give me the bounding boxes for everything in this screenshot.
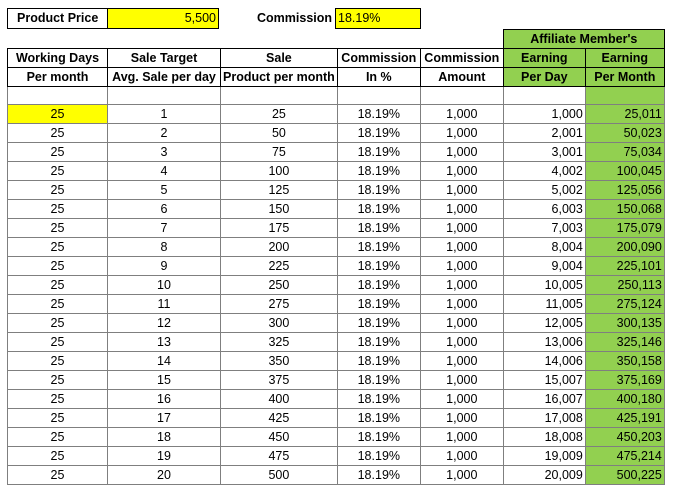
header-cell: Avg. Sale per day (108, 68, 221, 87)
table-row (8, 200, 665, 219)
table-row (8, 466, 665, 485)
table-cell[interactable]: 14 (108, 352, 221, 371)
table-cell[interactable]: 1,000 (420, 390, 503, 409)
table-row (8, 390, 665, 409)
table-cell[interactable]: 475 (221, 447, 338, 466)
table-cell[interactable]: 11 (108, 295, 221, 314)
table-cell[interactable]: 275,124 (585, 295, 664, 314)
table-cell[interactable]: 450,203 (585, 428, 664, 447)
table-cell[interactable]: 25 (8, 352, 108, 371)
table-row (8, 409, 665, 428)
table-cell[interactable]: 8,004 (503, 238, 585, 257)
header-cell: Per Day (503, 68, 585, 87)
table-cell[interactable]: 1,000 (420, 181, 503, 200)
table-cell[interactable]: 15 (108, 371, 221, 390)
header-cell: Product per month (221, 68, 338, 87)
table-cell[interactable]: 9 (108, 257, 221, 276)
table-cell[interactable]: 13 (108, 333, 221, 352)
table-cell[interactable]: 18 (108, 428, 221, 447)
table-cell[interactable]: 3,001 (503, 143, 585, 162)
table-cell[interactable]: 350 (221, 352, 338, 371)
table-cell[interactable]: 2,001 (503, 124, 585, 143)
table-cell[interactable]: 15,007 (503, 371, 585, 390)
table-cell[interactable]: 150 (221, 200, 338, 219)
table-cell[interactable]: 125,056 (585, 181, 664, 200)
table-cell[interactable]: 25 (8, 333, 108, 352)
table-cell[interactable]: 25 (8, 105, 108, 124)
table-cell[interactable]: 1,000 (420, 238, 503, 257)
table-cell[interactable]: 18.19% (337, 390, 420, 409)
table-cell[interactable]: 325 (221, 333, 338, 352)
table-cell[interactable]: 18.19% (337, 428, 420, 447)
table-cell[interactable]: 25 (8, 409, 108, 428)
table-cell[interactable]: 1,000 (420, 371, 503, 390)
table-cell[interactable]: 12 (108, 314, 221, 333)
header-cell: Sale (221, 49, 338, 68)
table-cell[interactable]: 25 (8, 314, 108, 333)
table-cell[interactable]: 5 (108, 181, 221, 200)
table-cell[interactable]: 16,007 (503, 390, 585, 409)
table-cell[interactable]: 1,000 (420, 105, 503, 124)
table-cell[interactable]: 375,169 (585, 371, 664, 390)
table-cell[interactable]: 5,002 (503, 181, 585, 200)
table-cell[interactable]: 1,000 (420, 295, 503, 314)
table-cell[interactable]: 1,000 (420, 333, 503, 352)
table-cell[interactable]: 1 (108, 105, 221, 124)
table-cell[interactable]: 25 (8, 466, 108, 485)
table-row (8, 295, 665, 314)
header-cell: Per month (8, 68, 108, 87)
table-cell[interactable]: 18.19% (337, 105, 420, 124)
table-cell[interactable]: 18.19% (337, 257, 420, 276)
table-cell[interactable]: 1,000 (420, 466, 503, 485)
table-cell[interactable]: 18.19% (337, 333, 420, 352)
table-cell[interactable]: 1,000 (420, 447, 503, 466)
table-cell[interactable]: 18.19% (337, 162, 420, 181)
table-row (8, 352, 665, 371)
table-cell[interactable]: 500,225 (585, 466, 664, 485)
table-cell[interactable]: 50 (221, 124, 338, 143)
table-row (8, 333, 665, 352)
table-cell[interactable]: 8 (108, 238, 221, 257)
table-cell[interactable]: 200,090 (585, 238, 664, 257)
table-cell[interactable]: 1,000 (420, 257, 503, 276)
table-cell[interactable]: 18.19% (337, 143, 420, 162)
table-cell[interactable]: 1,000 (420, 219, 503, 238)
table-cell[interactable]: 18.19% (337, 238, 420, 257)
table-cell[interactable]: 12,005 (503, 314, 585, 333)
table-cell[interactable]: 18.19% (337, 295, 420, 314)
table-cell[interactable]: 25 (8, 162, 108, 181)
product-price-value[interactable]: 5,500 (107, 8, 219, 29)
table-cell[interactable]: 10,005 (503, 276, 585, 295)
table-cell[interactable]: 10 (108, 276, 221, 295)
table-cell[interactable]: 25 (8, 200, 108, 219)
affiliate-header: Affiliate Member's (503, 30, 664, 49)
table-cell[interactable]: 25 (8, 390, 108, 409)
table-cell[interactable]: 1,000 (420, 352, 503, 371)
table-cell[interactable]: 18.19% (337, 371, 420, 390)
table-cell[interactable]: 75 (221, 143, 338, 162)
table-cell[interactable]: 13,006 (503, 333, 585, 352)
table-cell[interactable]: 18.19% (337, 466, 420, 485)
table-cell[interactable]: 9,004 (503, 257, 585, 276)
table-cell[interactable]: 1,000 (420, 428, 503, 447)
table-cell[interactable]: 175,079 (585, 219, 664, 238)
top-info-bar (7, 8, 667, 29)
table-row (8, 219, 665, 238)
table-row (8, 105, 665, 124)
table-row (8, 371, 665, 390)
table-cell[interactable]: 11,005 (503, 295, 585, 314)
table-row (8, 181, 665, 200)
table-cell[interactable]: 6,003 (503, 200, 585, 219)
table-cell[interactable]: 325,146 (585, 333, 664, 352)
table-cell[interactable]: 25 (221, 105, 338, 124)
table-row (8, 257, 665, 276)
table-cell[interactable]: 25 (8, 238, 108, 257)
table-cell[interactable]: 300 (221, 314, 338, 333)
header-cell: In % (337, 68, 420, 87)
table-cell[interactable]: 450 (221, 428, 338, 447)
earnings-table (7, 29, 665, 485)
table-cell[interactable]: 25 (8, 124, 108, 143)
table-cell[interactable]: 100 (221, 162, 338, 181)
table-cell[interactable]: 19,009 (503, 447, 585, 466)
table-cell[interactable]: 18.19% (337, 219, 420, 238)
table-row (8, 276, 665, 295)
table-cell[interactable]: 19 (108, 447, 221, 466)
table-cell[interactable]: 400 (221, 390, 338, 409)
table-cell[interactable]: 18.19% (337, 124, 420, 143)
table-cell[interactable]: 18,008 (503, 428, 585, 447)
table-row (8, 143, 665, 162)
header-row-affiliate (8, 30, 665, 49)
table-cell[interactable]: 20 (108, 466, 221, 485)
table-cell[interactable]: 25 (8, 276, 108, 295)
table-cell[interactable]: 1,000 (420, 162, 503, 181)
table-cell[interactable]: 175 (221, 219, 338, 238)
table-row (8, 314, 665, 333)
table-cell[interactable]: 1,000 (420, 314, 503, 333)
table-cell[interactable]: 375 (221, 371, 338, 390)
table-cell[interactable]: 1,000 (420, 124, 503, 143)
table-cell[interactable]: 475,214 (585, 447, 664, 466)
table-row (8, 238, 665, 257)
table-cell[interactable]: 18.19% (337, 314, 420, 333)
commission-label: Commission (257, 11, 333, 25)
table-cell[interactable]: 17,008 (503, 409, 585, 428)
table-cell[interactable]: 275 (221, 295, 338, 314)
table-cell[interactable]: 25,011 (585, 105, 664, 124)
header-cell: Earning (503, 49, 585, 68)
table-cell[interactable]: 25 (8, 428, 108, 447)
table-cell[interactable]: 18.19% (337, 200, 420, 219)
table-cell[interactable]: 25 (8, 219, 108, 238)
table-cell[interactable]: 250,113 (585, 276, 664, 295)
table-cell[interactable]: 18.19% (337, 181, 420, 200)
table-cell[interactable]: 18.19% (337, 352, 420, 371)
table-cell[interactable]: 25 (8, 257, 108, 276)
header-cell: Working Days (8, 49, 108, 68)
table-cell[interactable]: 200 (221, 238, 338, 257)
table-cell[interactable]: 250 (221, 276, 338, 295)
table-cell[interactable]: 1,000 (420, 143, 503, 162)
table-cell[interactable]: 75,034 (585, 143, 664, 162)
table-cell[interactable]: 100,045 (585, 162, 664, 181)
header-row-1 (8, 49, 665, 68)
table-row (8, 162, 665, 181)
table-cell[interactable]: 20,009 (503, 466, 585, 485)
table-cell[interactable]: 425 (221, 409, 338, 428)
table-cell[interactable]: 6 (108, 200, 221, 219)
table-cell[interactable]: 25 (8, 143, 108, 162)
table-cell[interactable]: 225,101 (585, 257, 664, 276)
table-cell[interactable]: 1,000 (420, 276, 503, 295)
table-cell[interactable]: 1,000 (420, 409, 503, 428)
table-cell[interactable]: 4,002 (503, 162, 585, 181)
table-cell[interactable]: 300,135 (585, 314, 664, 333)
table-cell[interactable]: 16 (108, 390, 221, 409)
header-cell: Per Month (585, 68, 664, 87)
table-cell[interactable]: 7 (108, 219, 221, 238)
table-cell[interactable]: 425,191 (585, 409, 664, 428)
header-cell: Sale Target (108, 49, 221, 68)
table-cell[interactable]: 500 (221, 466, 338, 485)
table-cell[interactable]: 18.19% (337, 409, 420, 428)
table-cell[interactable]: 17 (108, 409, 221, 428)
header-cell: Commission (337, 49, 420, 68)
product-price-label: Product Price (7, 8, 116, 29)
table-cell[interactable]: 225 (221, 257, 338, 276)
blank-row (8, 87, 665, 105)
table-cell[interactable]: 14,006 (503, 352, 585, 371)
header-cell: Earning (585, 49, 664, 68)
table-cell[interactable]: 150,068 (585, 200, 664, 219)
table-cell[interactable]: 25 (8, 295, 108, 314)
table-cell[interactable]: 1,000 (503, 105, 585, 124)
header-row-2 (8, 68, 665, 87)
table-cell[interactable]: 350,158 (585, 352, 664, 371)
table-cell[interactable]: 25 (8, 447, 108, 466)
table-cell[interactable]: 50,023 (585, 124, 664, 143)
table-row (8, 124, 665, 143)
table-cell[interactable]: 3 (108, 143, 221, 162)
table-row (8, 447, 665, 466)
table-cell[interactable]: 18.19% (337, 276, 420, 295)
table-row (8, 428, 665, 447)
table-cell[interactable]: 4 (108, 162, 221, 181)
table-cell[interactable]: 25 (8, 371, 108, 390)
table-cell[interactable]: 7,003 (503, 219, 585, 238)
table-cell[interactable]: 2 (108, 124, 221, 143)
commission-value[interactable]: 18.19% (335, 8, 421, 29)
table-cell[interactable]: 125 (221, 181, 338, 200)
table-cell[interactable]: 1,000 (420, 200, 503, 219)
table-cell[interactable]: 18.19% (337, 447, 420, 466)
header-cell: Commission (420, 49, 503, 68)
table-cell[interactable]: 400,180 (585, 390, 664, 409)
table-cell[interactable]: 25 (8, 181, 108, 200)
header-cell: Amount (420, 68, 503, 87)
